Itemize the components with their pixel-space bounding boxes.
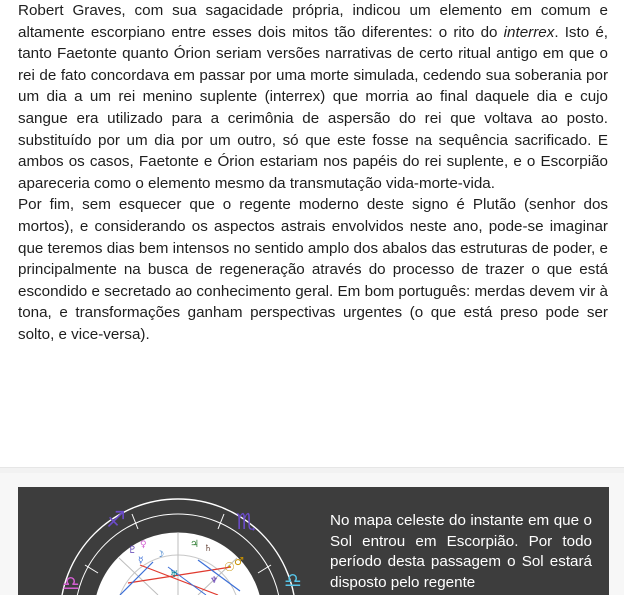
astrology-feature-box bbox=[18, 487, 609, 595]
natal-chart-wheel bbox=[28, 487, 328, 595]
neptune-icon: ♆ bbox=[210, 576, 219, 586]
article-paragraph-1 bbox=[18, 0, 608, 194]
mars-icon: ♂ bbox=[234, 555, 244, 568]
jupiter-icon: ♃ bbox=[190, 539, 199, 550]
uranus-icon: ♅ bbox=[170, 570, 179, 580]
mercury-icon: ☿ bbox=[138, 556, 144, 566]
chart-caption: No mapa celeste do instante em que o Sol entrou em Escorpião. Por todo período desta passagem o Sol estará disposto pelo regente bbox=[330, 512, 592, 591]
interrex-emphasis: interrex bbox=[503, 23, 555, 41]
moon-icon: ☽ bbox=[156, 550, 165, 560]
saturn-icon: ♄ bbox=[204, 544, 213, 554]
pluto-icon: ♇ bbox=[128, 545, 137, 556]
sign-divider bbox=[218, 514, 224, 529]
sign-divider bbox=[132, 514, 138, 529]
libra-icon: ♎ bbox=[284, 568, 302, 592]
scorpio-icon: ♏ bbox=[236, 510, 256, 535]
article-body bbox=[18, 0, 608, 346]
sagittarius-icon: ♐ bbox=[106, 508, 126, 533]
paragraph-1-text-b: . Isto é, tanto Faetonte quanto Órion seriam versões narrativas de certo ritual antigo em que o rei de fato concordava em passar por uma morte simulada, cedendo sua soberania por um dia a um rei menino suplente (interrex) que morria ao final daquele dia e cujo sangue era utilizado para a cerimônia de aspersão do rei que voltava ao posto. substituído por um dia por um outro, só que este fosse na sequência sacrificado. E ambos os casos, Faetonte e Órion estariam nos papéis do rei suplente, e o Escorpião apareceria como o elemento mesmo da transmutação vida-morte-vida. bbox=[18, 23, 608, 192]
capricorn-area-icon: ♎ bbox=[62, 571, 80, 595]
venus-icon: ♀ bbox=[140, 540, 147, 550]
sun-icon: ☉ bbox=[224, 560, 235, 574]
paragraph-1-text-a: Robert Graves, com sua sagacidade própria, indicou um elemento em comum e altamente escorpiano entre esses dois mitos tão diferentes: o rito do bbox=[18, 2, 608, 41]
natal-chart-image bbox=[28, 487, 328, 595]
article-paragraph-2: Por fim, sem esquecer que o regente moderno deste signo é Plutão (senhor dos mortos), e considerando os aspectos astrais envolvidos neste ano, pode-se imaginar que teremos dias bem intensos no sentido amplo dos abalos das estruturas de poder, e principalmente na busca de regeneração através do processo de trazer o que está escondido e secretado ao conhecimento geral. Em bom português: merdas devem vir à tona, e transformações ganham perspectivas urgentes (o que está preso pode ser solto, e vice-versa). bbox=[18, 196, 608, 343]
